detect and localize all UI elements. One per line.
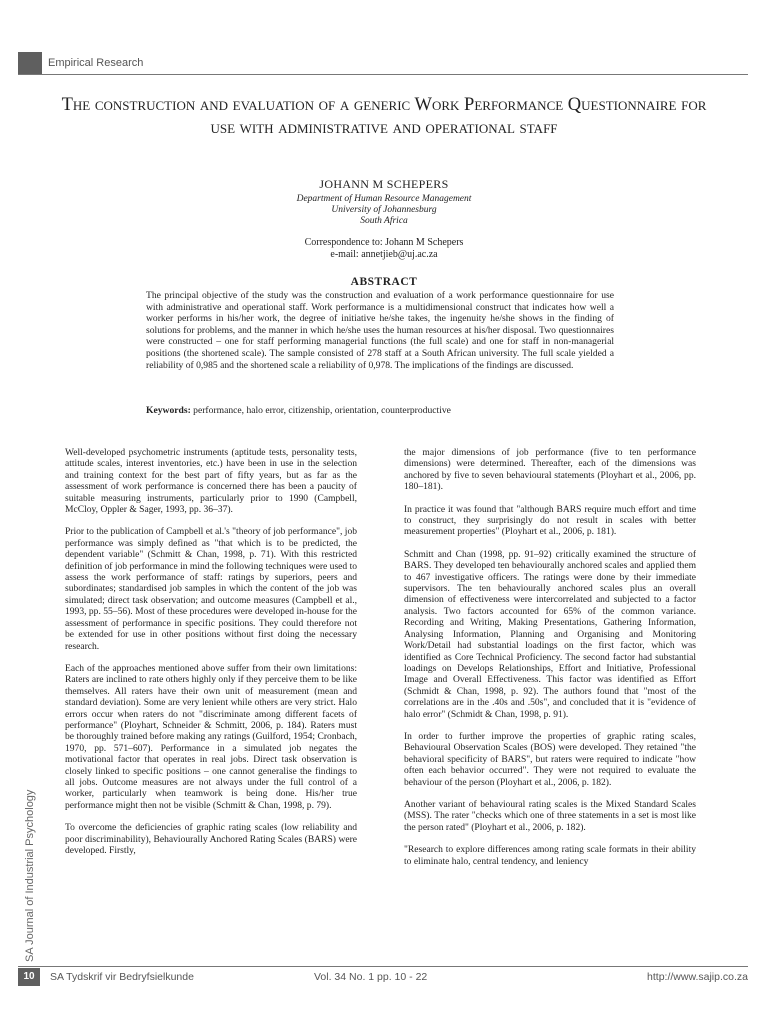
paragraph: the major dimensions of job performance (five to ten performance dimensions) were determined. Thereafter, each of the dimensions was anchored by five to seven behavioural statements (Ployhart et al., 2006, pp. 180–181). [404,447,696,493]
abstract-text: The principal objective of the study was the construction and evaluation of a work performance questionnaire for use with administrative and operational staff. Work performance is a multidimensional construct that indicates how well a worker performs in his/her work, the degree of initiative he/she takes, the ingenuity he/she shows in the finding of solutions for problems, and the manner in which he/she uses the human resources at his/her disposal. Two questionnaires were constructed – one for staff performing managerial functions (the full scale) and one for staff in non-managerial positions (the shortened scale). The sample consisted of 278 staff at a South African university. The full scale yielded a reliability of 0,985 and the shortened scale a reliability of 0,978. The implications of the findings are discussed. [146,290,614,371]
abstract-heading: ABSTRACT [350,276,418,288]
footer-volume: Vol. 34 No. 1 pp. 10 - 22 [314,971,428,983]
keywords [146,405,614,416]
footer-url[interactable]: http://www.sajip.co.za [647,971,748,983]
section-label: Empirical Research [48,57,144,69]
author-name: JOHANN M SCHEPERS [319,177,449,191]
paragraph: Prior to the publication of Campbell et al.'s "theory of job performance", job performance was simply defined as "that which is to be predicted, the dependent variable" (Schmitt & Chan, 1998, p. 71). With this restricted definition of job performance in mind the following techniques were used to assess the work performance of staff: ratings by superiors, peers and subordinates; standardised job samples in which the content of the job was simulated; direct task observation; and outcome measures (Campbell et al., 1993, pp. 55–56). Most of these procedures were developed in-house for the assessment of performance in specific positions. They could therefore not be extended for use in other positions without first doing the necessary research. [65,526,357,652]
affiliation-country: South Africa [360,216,408,226]
header-block [18,52,42,74]
affiliation-university: University of Johannesburg [331,205,437,215]
body-column-left [65,447,357,967]
keywords-label: Keywords: [146,405,191,416]
author-email[interactable]: e-mail: annetjieb@uj.ac.za [330,249,438,260]
paragraph: Well-developed psychometric instruments (aptitude tests, personality tests, attitude scales, interest inventories, etc.) have been in use in the selection and training context for the best part of fifty years, but as far as the assessment of work performance is concerned there has been a paucity of suitable measuring instruments, particularly prior to 1990 (Campbell, McCloy, Oppler & Sager, 1993, pp. 36–37). [65,447,357,516]
paragraph: In order to further improve the properties of graphic rating scales, Behavioural Observation Scales (BOS) were developed. They retained "the behavioral specificity of BARS", but raters were required to indicate "how often each behavior occurred". They were not required to evaluate the behaviour of the person (Ployhart et al., 2006, p. 182). [404,730,696,788]
article-title: The construction and evaluation of a generic Work Performance Questionnaire for use with administrative and operational staff [61,95,707,138]
correspondence: Correspondence to: Johann M Schepers [304,237,464,248]
paragraph: To overcome the deficiencies of graphic rating scales (low reliability and poor discriminability), Behaviourally Anchored Rating Scales (BARS) were developed. Firstly, [65,822,357,856]
paragraph: Another variant of behavioural rating scales is the Mixed Standard Scales (MSS). The rater "checks which one of three statements in a set is most like the person rated" (Ployhart et al., 2006, p. 182). [404,798,696,833]
paragraph: Schmitt and Chan (1998, pp. 91–92) critically examined the structure of BARS. They developed ten behaviourally anchored scales and applied them to 467 investigative officers. The ratings were done by their immediate supervisors. The ten behaviourally anchored scales plus an overall dimension of effectiveness were intercorrelated and subjected to a factor analysis. Two factors accounted for 65% of the common variance. Recording and Writing, Making Presentations, Gathering Information, Analysing Information, Planning and Organising and Monitoring Work/Detail had substantial loadings on the first factor, which was identified as Core Technical Proficiency. The second factor had substantial loadings on Develops Relationships, Effort and Initiative, Professional Image and Overall Effectiveness. This factor was identified as Effort (Schmidt & Chan, 1998, p. 92). The authors found that "most of the correlations are in the .40s and .50s", and concluded that it is "evidence of halo error" (Schmidt & Chan, 1998, p. 91). [404,548,696,720]
paragraph: In practice it was found that "although BARS require much effort and time to construct, they surprisingly do not result in scales with better measurement properties" (Ployhart et al., 2006, p. 181). [404,503,696,538]
affiliation-department: Department of Human Resource Management [296,194,472,204]
keywords-list: performance, halo error, citizenship, orientation, counterproductive [193,405,451,416]
paragraph: "Research to explore differences among rating scale formats in their ability to eliminate halo, central tendency, and leniency [404,844,696,867]
body-column-right [404,447,696,967]
footer-journal: SA Tydskrif vir Bedryfsielkunde [50,971,194,983]
footer [18,966,748,987]
side-journal-label: SA Journal of Industrial Psychology [24,789,36,962]
paragraph: Each of the approaches mentioned above suffer from their own limitations: Raters are inclined to rate others highly only if they perceive them to be like themselves. All raters have their own unit of measurement (mean and standard deviation). Some are very lenient while others are very strict. Halo errors occur when raters do not "discriminate among different facets of performance" (Ployhart, Schneider & Schmitt, 2006, p. 184). Raters must be thoroughly trained before making any ratings (Guilford, 1954; Cronbach, 1970, pp. 571–607). Performance in a simulated job negates the motivational factor that operates in real jobs. Direct task observation is closely linked to specific positions – one cannot generalise the findings to all jobs. Outcome measures are not always under the full control of a worker, particularly when teamwork is being done. His/her true performance might then not be visible (Schmitt & Chan, 1998, p. 79). [65,662,357,811]
page-number: 10 [18,968,40,986]
header-band [18,52,748,75]
